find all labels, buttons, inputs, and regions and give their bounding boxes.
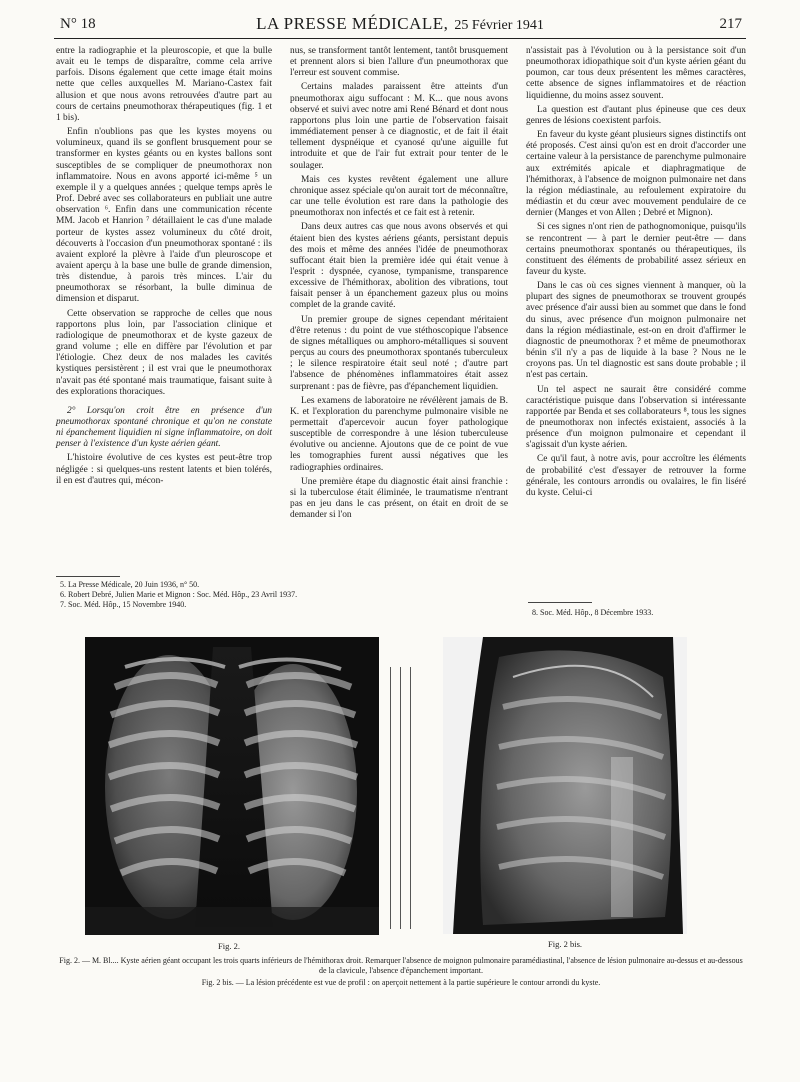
footnote: 8. Soc. Méd. Hôp., 8 Décembre 1933. (532, 608, 654, 617)
text-column-3 (526, 46, 746, 502)
figure-caption: Fig. 2. — M. Bl.... Kyste aérien géant occupant les trois quarts inférieurs de l'hémithorax droit. Remarquer l'absence de moignon pulmonaire paramédiastinal, l'absence de lésion pulmonaire au-dessus et au-dessous de la clavicule, l'absence d'épanchement important. (59, 956, 743, 975)
paragraph: Dans deux autres cas que nous avons observés et qui étaient bien des kystes aériens géants, persistant depuis des mois et même des années l'idée de pneumothorax suffocant était bien la première idée qui était venue à l'esprit : dyspnée, cyanose, tympanisme, transparence excessive de l'hémithorax, abolition des vibrations, tout faisait penser à un épanchement gazeux plus ou moins complet de la grande cavité. (290, 222, 508, 311)
paragraph: n'assistait pas à l'évolution ou à la persistance soit d'un pneumothorax idiopathique soit d'un kyste aérien géant du poumon, car tous deux présentent les mêmes caractères, cette absence de signes inflammatoires et de réaction liquidienne, du moins assez souvent. (526, 46, 746, 101)
issue-number: N° 18 (60, 16, 96, 32)
paragraph: Mais ces kystes revêtent également une allure chronique assez spéciale qu'on aurait tort de méconnaître, car une telle évolution est rare dans la pathologie des pneumothorax non infectés et ce fait est à retenir. (290, 174, 508, 219)
paragraph: Certains malades paraissent être atteints d'un pneumothorax aigu suffocant : M. K... que nous avons observé et suivi avec notre ami René Bénard et dont nous rapportons plus loin une partie de l'observation faisait immédiatement penser à ce diagnostic, et de fait il était tellement dyspnéique et cyanosé qu'une aiguille fut introduite et que de l'air fut extrait pour tenter de le soulager. (290, 82, 508, 171)
figure-label-right: Fig. 2 bis. (548, 939, 583, 949)
header-rule (54, 38, 746, 39)
paragraph: Cette observation se rapproche de celles que nous rapportons plus loin, par l'association clinique et radiologique de pneumothorax et de kyste gazeux de grand volume ; elle en diffère par l'évolution et par l'étiologie. Chez deux de nos malades les cavités kystiques persistèrent ; il est vrai que le pneumothorax n'avait pas été spontané mais traumatique, faisant suite à des explorations thoraciques. (56, 308, 272, 397)
paragraph: Une première étape du diagnostic était ainsi franchie : si la tuberculose était éliminée, le traumatisme n'entrant pas en jeu dans le cas présent, on était en droit de se demander si l'on (290, 476, 508, 521)
footnotes-left (60, 580, 298, 610)
paragraph: Un tel aspect ne saurait être considéré comme caractéristique puisque dans l'observation si intéressante rapportée par Benda et ses collaborateurs ⁸, tous les signes de pneumothorax non infectés existaient, associés à la présence d'un moignon pulmonaire et cependant il s'agissait d'un kyste aérien. (526, 384, 746, 451)
paragraph: Enfin n'oublions pas que les kystes moyens ou volumineux, quand ils se gonflent brusquement pour se transformer en kystes géants ou en kystes ballons sont susceptibles de se compliquer de pneumothorax non inflammatoire. Nous en avons apporté ici-même ⁵ un exemple il y a quelques années ; quelque temps après le Prof. Debré avec ses collaborateurs en publiait une autre observation ⁶. Enfin dans une communication récente MM. Jacob et Hanrion ⁷ détaillaient le cas d'une malade porteur de kystes assez volumineux du côté droit, découverts à l'occasion d'un pneumothorax spontané : ils avaient exploré la plèvre à l'aide d'un pleuroscope et avaient aperçu à la base une bulle de grande dimension, très distendue, à parois très minces. L'air du pneumothorax se résorbant, la bulle diminua de dimension et disparut. (56, 127, 272, 305)
figure-label-left: Fig. 2. (218, 941, 240, 951)
paragraph: Les examens de laboratoire ne révélèrent jamais de B. K. et l'exploration du parenchyme pulmonaire visible ne permettait d'apercevoir aucun foyer pathologique susceptible de correspondre à une lésion tuberculeuse évolutive ou ancienne. Ajoutons que de ce point de vue les tomographies furent aussi négatives que les radiographies ordinaires. (290, 395, 508, 473)
footnote-rule (528, 602, 592, 603)
figure-caption: Fig. 2 bis. — La lésion précédente est vue de profil : on aperçoit nettement à la partie supérieure le contour arrondi du kyste. (201, 978, 601, 987)
journal-title: LA PRESSE MÉDICALE, (256, 14, 449, 33)
paragraph: L'histoire évolutive de ces kystes est peut-être trop négligée : si quelques-uns restent latents et bien tolérés, il en est d'autres qui, mécon- (56, 453, 272, 486)
footnote: 6. Robert Debré, Julien Marie et Mignon : Soc. Méd. Hôp., 23 Avril 1937. (60, 590, 298, 599)
paragraph: Ce qu'il faut, à notre avis, pour accroître les éléments de probabilité c'est d'essayer de retrouver la forme générale, les contours arrondis ou ovalaires, le fin liséré du kyste. Celui-ci (526, 454, 746, 498)
xray-frontal-image (85, 637, 379, 935)
paragraph: Un premier groupe de signes cependant méritaient d'être retenus : du point de vue stéthoscopique l'absence de signes métalliques ou amphoro-métalliques si souvent perçus au cours des pneumothorax spontanés tuberculeux ; le silence respiratoire était seul noté ; d'autre part l'absence de phénomènes inflammatoires était assez surprenant : pas de fièvre, pas d'épanchement liquidien. (290, 314, 508, 392)
footnote: 5. La Presse Médicale, 20 Juin 1936, n° 50. (60, 580, 200, 589)
section-heading-paragraph: 2° Lorsqu'on croit être en présence d'un pneumothorax spontané chronique et qu'on ne constate ni épanchement liquidien ni signe inflammatoire, on doit penser à l'existence d'un kyste aérien géant. (56, 405, 272, 450)
figure-divider-line (390, 667, 391, 929)
paragraph: nus, se transforment tantôt lentement, tantôt brusquement et prennent alors si bien l'allure d'un pneumothorax que l'erreur est souvent commise. (290, 46, 508, 79)
xray-lateral-image (443, 637, 687, 934)
figure-divider-line (400, 667, 401, 929)
paragraph: Dans le cas où ces signes viennent à manquer, où la plupart des signes de pneumothorax se trouvent groupés avec présence d'air aussi bien au sommet que dans le fond du sinus, avec présence d'un moignon pulmonaire net dans la région médiastinale, est-on en droit d'affirmer le diagnostic de pneumothorax ? et même de pneumothorax bénin s'il n'y a pas de liquide à la base ? Nous ne le croyons pas. Un tel diagnostic est sans doute probable ; il n'est pas certain. (526, 281, 746, 381)
issue-date: 25 Février 1941 (454, 18, 544, 33)
text-column-2 (290, 46, 508, 524)
text-column-1 (56, 46, 272, 490)
footnote: 7. Soc. Méd. Hôp., 15 Novembre 1940. (60, 600, 187, 609)
paragraph: En faveur du kyste géant plusieurs signes distinctifs ont été proposés. C'est ainsi qu'on est en droit d'accorder une certaine valeur à la persistance de parenchyme pulmonaire aux extrémités apicale et diaphragmatique de l'hémithorax, à l'absence de moignon pulmonaire net dans la région médiastinale, au refoulement expiratoire du médiastin et du cœur avec mouvement pendulaire de ce dernier (Manges et von Allen ; Debré et Mignon). (526, 130, 746, 219)
footnote-rule (56, 576, 120, 577)
paragraph: entre la radiographie et la pleuroscopie, et que la bulle avait eu le temps de disparaître, comme cela arrive parfois. Disons également que cette image était moins nette que celles auxquelles M. Mariano-Castex fait allusion et que nous avons retrouvées d'autre part au cours de certains pneumothorax thérapeutiques (fig. 1 et 1 bis). (56, 46, 272, 123)
footnotes-right (532, 608, 746, 618)
journal-title-line (54, 14, 746, 34)
paragraph: La question est d'autant plus épineuse que ces deux genres de lésions coexistent parfois. (526, 104, 746, 126)
figure-divider-line (410, 667, 411, 929)
paragraph: Si ces signes n'ont rien de pathognomonique, puisqu'ils se rencontrent — à part le dernier peut-être — dans certains pneumothorax spontanés ou thérapeutiques, ils constituent des éléments de probabilité assez sérieux en faveur du kyste. (526, 222, 746, 277)
page-number: 217 (719, 16, 742, 32)
page-header (54, 12, 746, 38)
